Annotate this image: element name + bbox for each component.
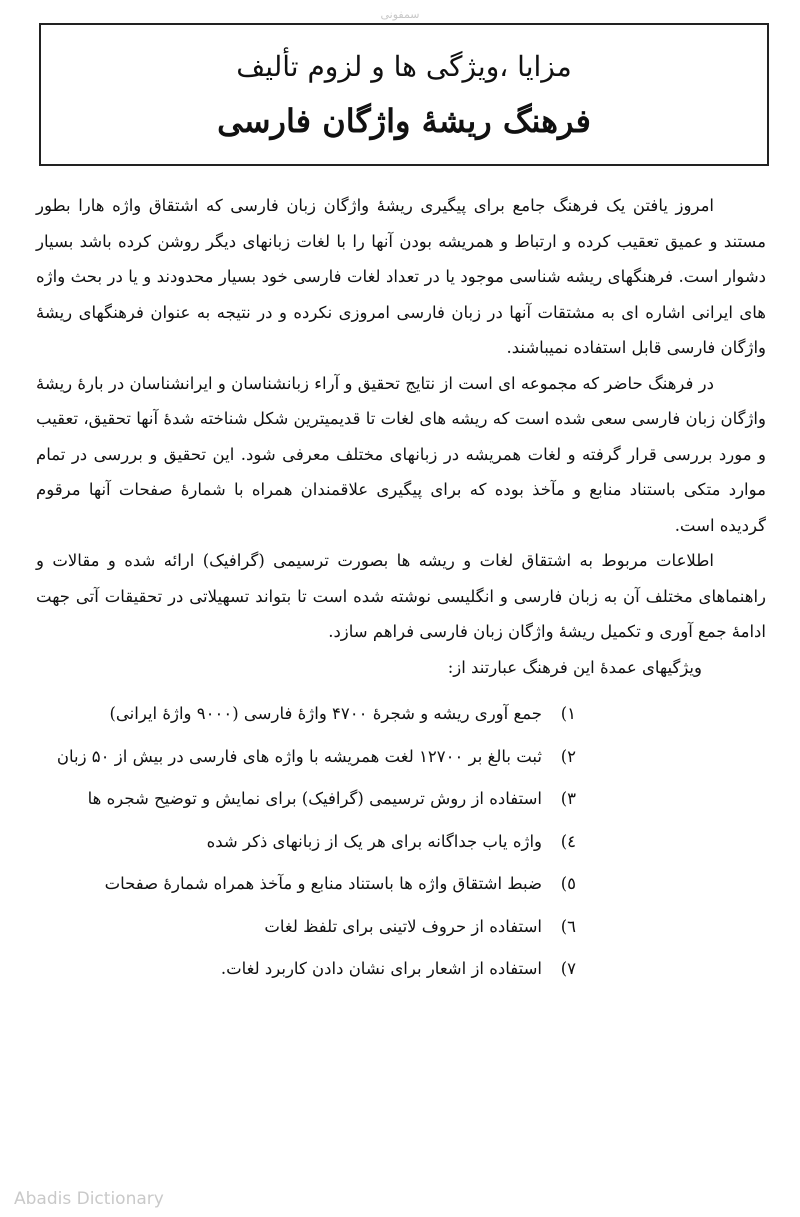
list-item-number: ۲) xyxy=(560,746,576,766)
list-item-text: استفاده از حروف لاتینی برای تلفظ لغات xyxy=(264,916,542,936)
list-item-number: ٥) xyxy=(560,874,576,893)
list-item-text: واژه یاب جداگانه برای هر یک از زبانهای ذکر شده xyxy=(206,831,542,851)
page-title: فرهنگ ریشۀ واژگان فارسی xyxy=(217,102,591,140)
paragraph-intro: امروز یافتن یک فرهنگ جامع برای پیگیری ریشۀ واژگان زبان فارسی که اشتقاق واژه هارا بطور مستند و عمیق تعقیب کرده و ارتباط و همریشه بودن آنها را با لغات زبانهای دیگر روشن کرده باشد بسیار دشوار است. فرهنگهای ریشه شناسی موجود یا در تعداد لغات فارسی خود بسیار محدودند و یا در بحث واژه های ایرانی اشاره ای به مشتقات آنها در زبان فارسی امروزی نکرده و در نتیجه به عنوان فرهنگهای ریشۀ واژگان فارسی قابل استفاده نمیباشند. xyxy=(36,196,766,357)
list-item-text: ضبط اشتقاق واژه ها باستناد منابع و مآخذ همراه شمارۀ صفحات xyxy=(104,874,542,893)
list-item xyxy=(36,821,576,864)
list-item-number: ۱) xyxy=(560,704,576,723)
list-item-text: استفاده از اشعار برای نشان دادن کاربرد لغات. xyxy=(220,959,542,978)
list-item xyxy=(36,778,576,821)
list-item-number: ٦) xyxy=(560,916,576,936)
list-item xyxy=(36,863,576,906)
paragraph-research: در فرهنگ حاضر که مجموعه ای است از نتایج تحقیق و آراء زبانشناسان و ایرانشناسان در بارۀ ریشۀ واژگان زبان فارسی سعی شده است که ریشه های لغات تا قدیمیترین شکل شناخته شدۀ آنها تحقیق، تعقیب و مورد بررسی قرار گرفته و لغات همریشه در زبانهای مختلف معرفی شود. این تحقیق و بررسی در تمام موارد متکی باستناد منابع و مآخذ بوده که برای پیگیری علاقمندان همراه با شمارۀ صفحات آنها مرقوم گردیده است. xyxy=(36,373,766,535)
list-item-text: ثبت بالغ بر ۱۲۷۰۰ لغت همریشه با واژه های فارسی در بیش از ۵۰ زبان xyxy=(56,746,542,766)
paragraph-graphics: اطلاعات مربوط به اشتقاق لغات و ریشه ها بصورت ترسیمی (گرافیک) ارائه شده و مقالات و راهنماهای مختلف آن به زبان فارسی و انگلیسی نوشته شده است تا بتواند تسهیلاتی در تحقیقات آتی جهت ادامۀ جمع آوری و تکمیل ریشۀ واژگان زبان فارسی فراهم سازد. xyxy=(36,551,766,641)
features-intro: ویژگیهای عمدۀ این فرهنگ عبارتند از: xyxy=(447,657,702,677)
list-item xyxy=(36,906,576,949)
document-body xyxy=(36,188,766,991)
list-item xyxy=(36,693,576,736)
list-item xyxy=(36,736,576,779)
title-box xyxy=(39,23,769,166)
list-item-number: ٤) xyxy=(560,831,576,851)
bottom-watermark: Abadis Dictionary xyxy=(14,1189,164,1209)
list-item xyxy=(36,948,576,991)
top-watermark: سمفونی xyxy=(380,8,420,21)
features-list xyxy=(36,693,766,991)
list-item-number: ۷) xyxy=(560,959,576,978)
list-item-text: جمع آوری ریشه و شجرۀ ۴۷۰۰ واژۀ فارسی (۹۰۰۰ واژۀ ایرانی) xyxy=(109,704,542,723)
list-item-number: ۳) xyxy=(560,789,576,808)
page-subtitle: مزایا ،ویژگی ها و لزوم تألیف xyxy=(236,50,572,83)
list-item-text: استفاده از روش ترسیمی (گرافیک) برای نمایش و توضیح شجره ها xyxy=(87,789,542,808)
